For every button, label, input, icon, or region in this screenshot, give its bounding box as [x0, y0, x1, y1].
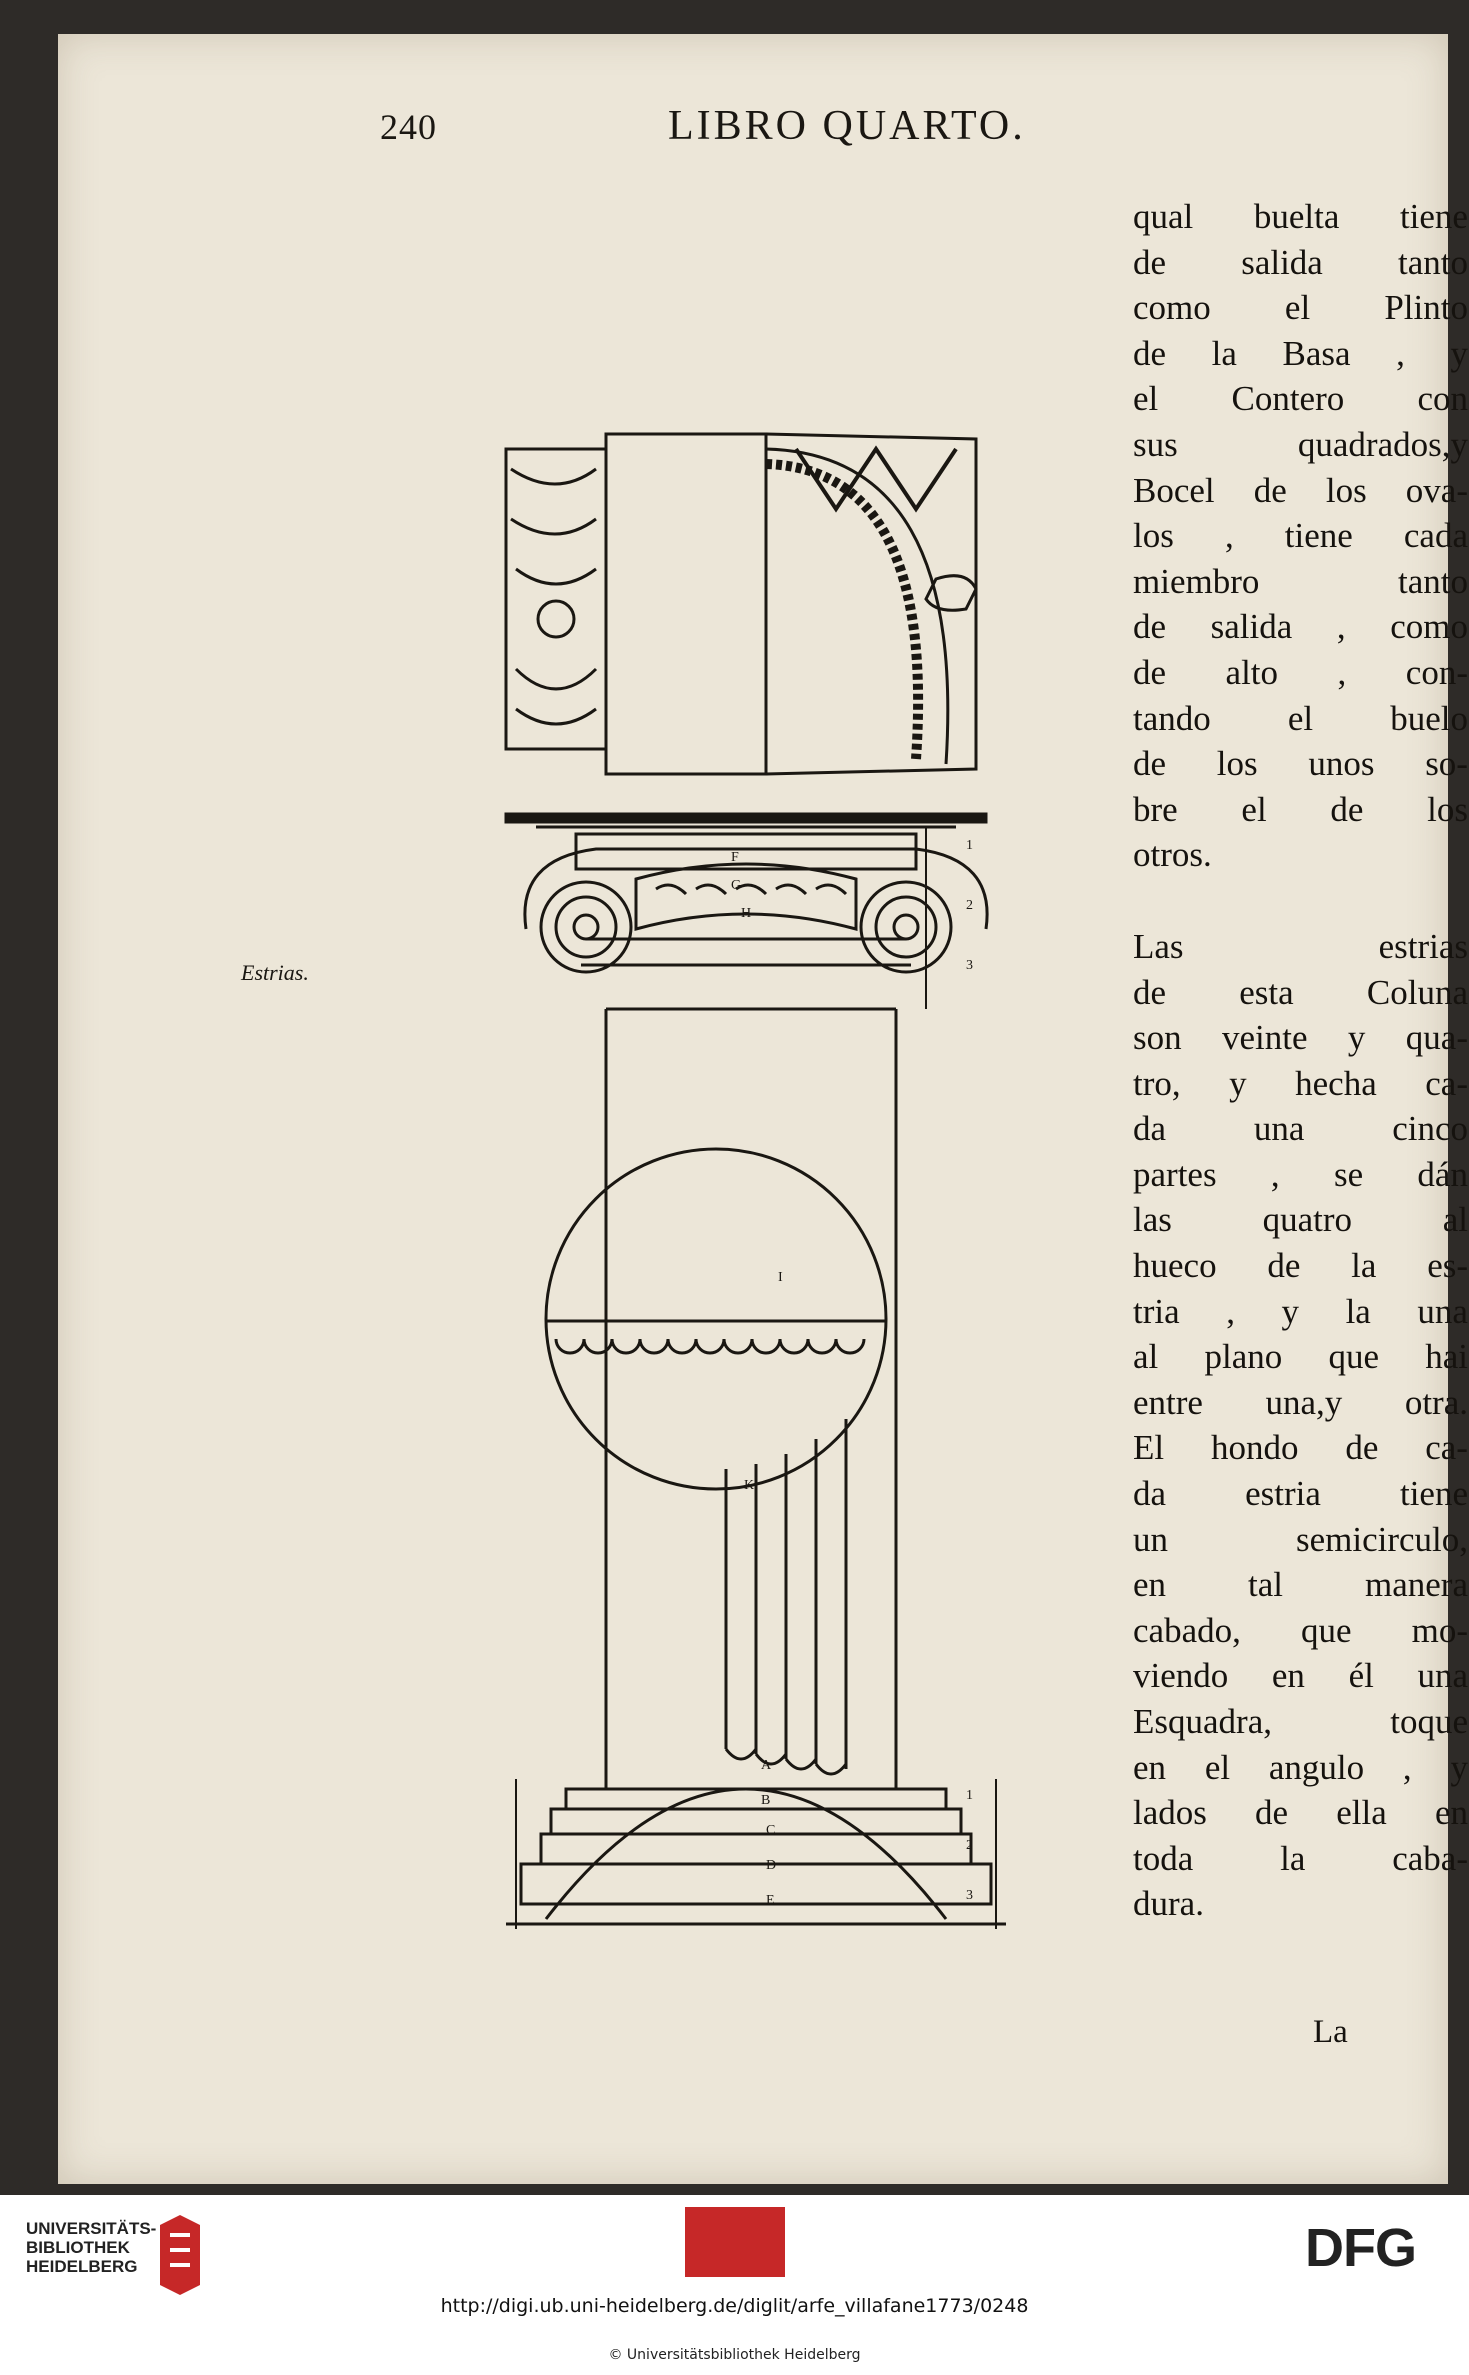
text-line: de salida , como: [1133, 607, 1468, 647]
text-line: qual buelta tiene: [1133, 197, 1468, 236]
text-line: tro, y hecha ca-: [1133, 1063, 1468, 1103]
funder-logo: DFG: [1305, 2218, 1416, 2278]
diagram-label: D: [766, 1858, 777, 1873]
body-text: [1133, 194, 1468, 1927]
text-line: las quatro al: [1133, 1200, 1468, 1240]
library-logo-icon: [155, 2215, 205, 2295]
text-line: entre una,y otra.: [1133, 1382, 1468, 1422]
running-title: LIBRO QUARTO.: [668, 103, 1026, 149]
text-line: lados de ella en: [1133, 1793, 1468, 1833]
diagram-label: C: [766, 1823, 776, 1838]
text-line: otros.: [1133, 835, 1212, 875]
diagram-label: B: [761, 1793, 771, 1808]
project-logo-icon: [685, 2207, 785, 2277]
book-page: [58, 34, 1468, 2184]
capital-front-block: [606, 434, 766, 774]
text-line: hueco de la es-: [1133, 1246, 1468, 1286]
text-line: miembro tanto: [1133, 561, 1468, 601]
text-line: en el angulo , y: [1133, 1747, 1468, 1787]
text-line: son veinte y qua-: [1133, 1018, 1468, 1058]
diagram-label: H: [741, 906, 752, 921]
diagram-label: E: [766, 1893, 775, 1908]
diagram-label: 1: [966, 838, 973, 853]
text-line: viendo en él una: [1133, 1656, 1468, 1696]
text-line: El hondo de ca-: [1133, 1428, 1468, 1468]
diagram-label: 2: [966, 898, 973, 913]
library-name: UNIVERSITÄTS- BIBLIOTHEK HEIDELBERG: [26, 2219, 157, 2276]
paragraph-1: [1133, 194, 1468, 878]
diagram-label: G: [731, 878, 742, 893]
text-line: sus quadrados,y: [1133, 424, 1468, 464]
text-line: tria , y la una: [1133, 1291, 1468, 1331]
margin-note: Estrias.: [241, 960, 309, 985]
paragraph-2: [1133, 924, 1468, 1927]
catchword: La: [1313, 2014, 1348, 2050]
text-line: de la Basa , y: [1133, 333, 1468, 373]
text-line: Esquadra, toque: [1133, 1702, 1468, 1741]
footer: [0, 2195, 1469, 2375]
text-line: Bocel de los ova-: [1133, 470, 1468, 510]
diagram-label: 3: [966, 1888, 973, 1903]
diagram-label: K: [744, 1478, 755, 1493]
diagram-label: 3: [966, 958, 973, 973]
text-line: en tal manera: [1133, 1565, 1468, 1605]
column-diagram: [496, 409, 1016, 1939]
text-line: de salida tanto: [1133, 242, 1468, 282]
text-line: el Contero con: [1133, 379, 1468, 419]
text-line: dura.: [1133, 1884, 1204, 1924]
diagram-label: F: [731, 850, 739, 865]
text-line: un semicirculo,: [1133, 1519, 1468, 1559]
permalink[interactable]: http://digi.ub.uni-heidelberg.de/diglit/arfe_villafane1773/0248: [440, 2295, 1029, 2317]
text-line: da una cinco: [1133, 1109, 1468, 1149]
text-line: como el Plinto: [1133, 288, 1468, 328]
text-line: los , tiene cada: [1133, 516, 1468, 556]
text-line: de alto , con-: [1133, 652, 1468, 692]
text-line: toda la caba-: [1133, 1838, 1468, 1878]
text-line: de esta Coluna: [1133, 972, 1468, 1012]
text-line: da estria tiene: [1133, 1474, 1468, 1514]
page-number: 240: [380, 107, 437, 147]
diagram-label: I: [778, 1270, 783, 1285]
text-line: partes , se dán: [1133, 1154, 1468, 1194]
diagram-label: 2: [966, 1838, 973, 1853]
diagram-label: A: [761, 1758, 772, 1773]
diagram-label: 1: [966, 1788, 973, 1803]
text-line: Las estrias: [1133, 926, 1468, 966]
text-line: cabado, que mo-: [1133, 1610, 1468, 1650]
copyright-notice: © Universitätsbibliothek Heidelberg: [608, 2347, 861, 2363]
text-line: tando el buelo: [1133, 698, 1468, 738]
text-line: bre el de los: [1133, 789, 1468, 829]
text-line: de los unos so-: [1133, 744, 1468, 784]
text-line: al plano que hai: [1133, 1337, 1468, 1377]
